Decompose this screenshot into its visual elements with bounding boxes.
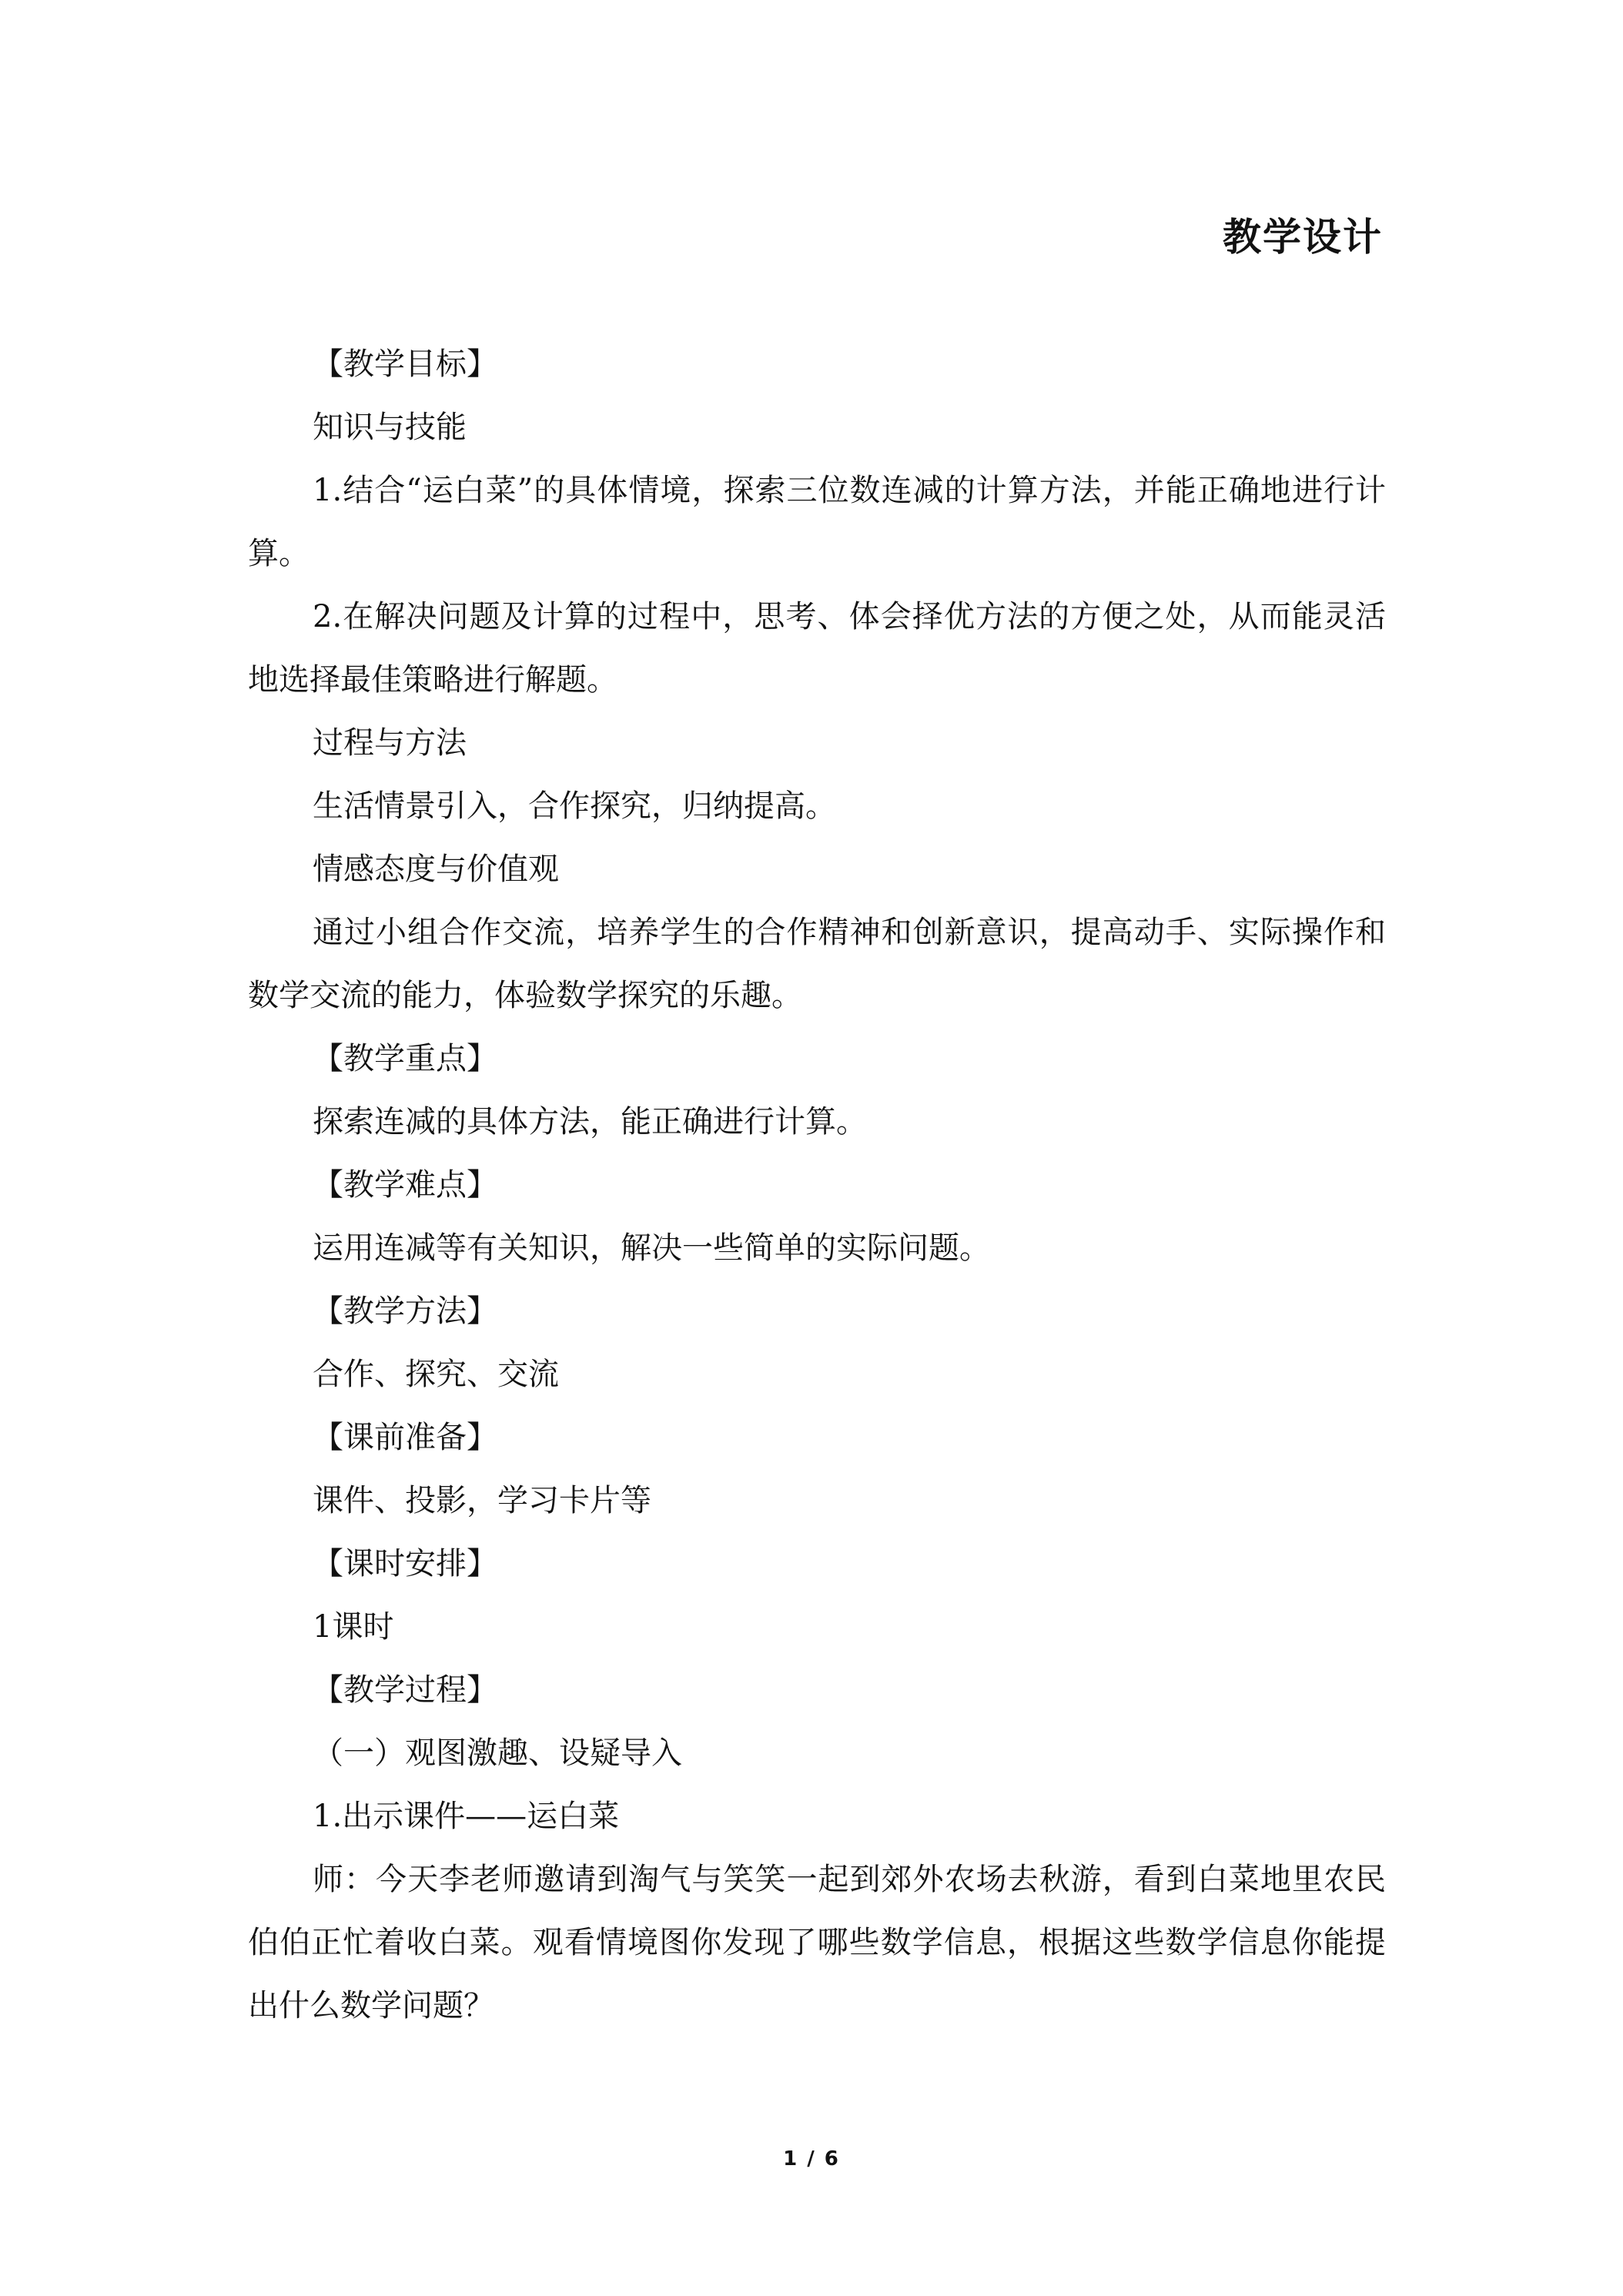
heading-schedule: 【课时安排】	[313, 1546, 497, 1581]
document-title: 教学设计	[1223, 215, 1383, 259]
heading-teaching-method: 【教学方法】	[313, 1294, 497, 1329]
paragraph-emotion-values: 通过小组合作交流，培养学生的合作精神和创新意识，提高动手、实际操作和数学交流的能力，体验数学探究的乐趣。	[248, 915, 1386, 1013]
paragraph-teaching-method: 合作、探究、交流	[313, 1357, 559, 1392]
paragraph-preparation: 课件、投影，学习卡片等	[313, 1483, 651, 1518]
paragraph-objective-1: 1.结合“运白菜”的具体情境，探索三位数连减的计算方法，并能正确地进行计算。	[248, 473, 1386, 571]
heading-preparation: 【课前准备】	[313, 1420, 497, 1455]
subheading-process-method: 过程与方法	[313, 725, 467, 761]
paragraph-process-method: 生活情景引入，合作探究，归纳提高。	[313, 788, 836, 824]
page-number: 1 / 6	[783, 2147, 840, 2170]
subheading-step-1: （一）观图激趣、设疑导入	[313, 1735, 682, 1771]
document-body	[248, 333, 1386, 2037]
paragraph-step-1-1: 1.出示课件——运白菜	[313, 1799, 620, 1834]
paragraph-teacher-intro: 师：今天李老师邀请到淘气与笑笑一起到郊外农场去秋游，看到白菜地里农民伯伯正忙着收白菜。观看情境图你发现了哪些数学信息，根据这些数学信息你能提出什么数学问题？	[248, 1862, 1386, 2023]
heading-teaching-process: 【教学过程】	[313, 1672, 497, 1708]
heading-teaching-focus: 【教学重点】	[313, 1041, 497, 1076]
subheading-emotion-values: 情感态度与价值观	[313, 852, 559, 887]
heading-teaching-objectives: 【教学目标】	[313, 346, 497, 382]
subheading-knowledge-skills: 知识与技能	[313, 410, 467, 445]
paragraph-teaching-difficulty: 运用连减等有关知识，解决一些简单的实际问题。	[313, 1230, 990, 1266]
paragraph-schedule: 1课时	[313, 1609, 394, 1645]
heading-teaching-difficulty: 【教学难点】	[313, 1167, 497, 1203]
paragraph-objective-2: 2.在解决问题及计算的过程中，思考、体会择优方法的方便之处，从而能灵活地选择最佳策略进行解题。	[248, 599, 1386, 698]
paragraph-teaching-focus: 探索连减的具体方法，能正确进行计算。	[313, 1104, 867, 1140]
